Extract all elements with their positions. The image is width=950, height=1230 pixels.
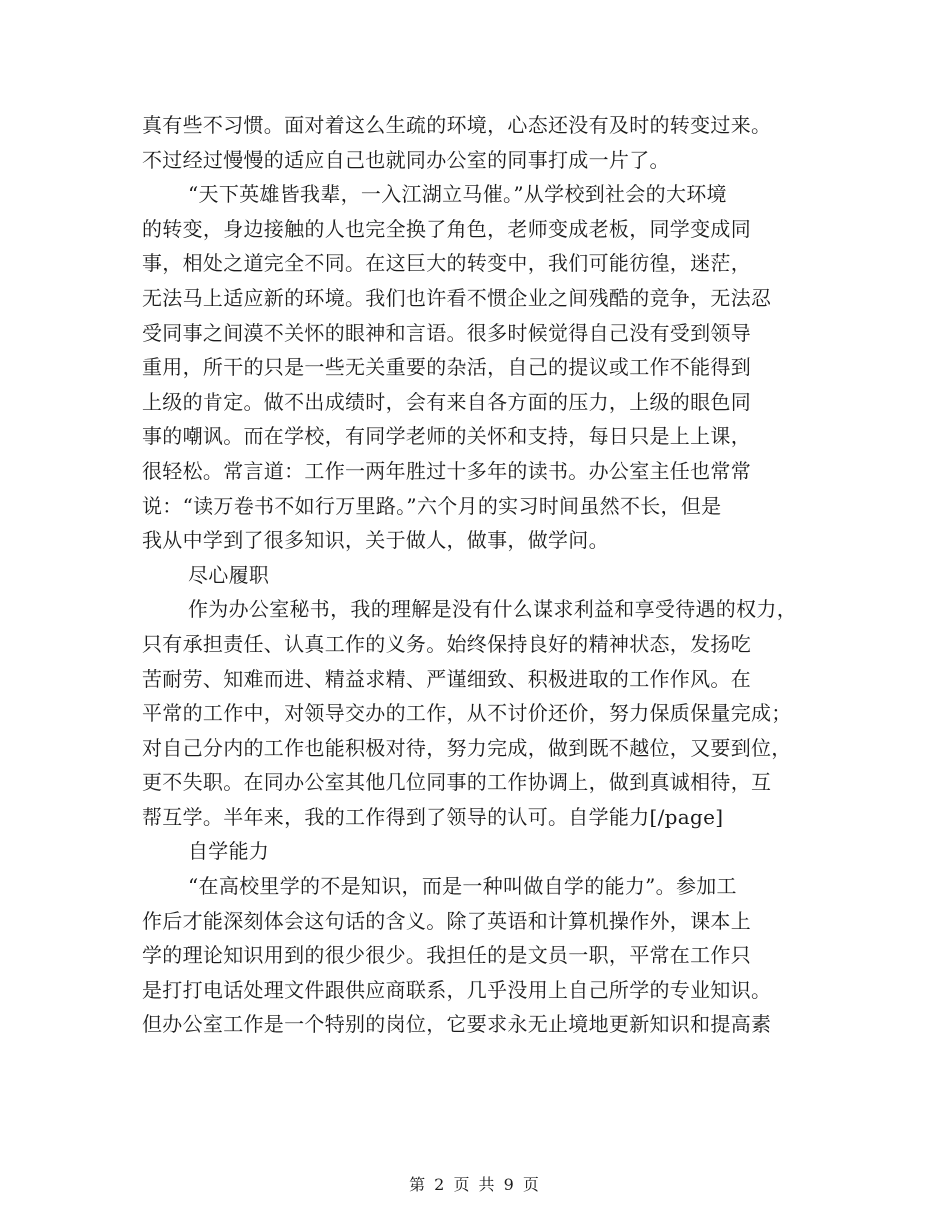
- text-line: 帮互学。半年来，我的工作得到了领导的认可。自学能力[/page]: [142, 804, 724, 829]
- text-line: 事的嘲讽。而在学校，有同学老师的关怀和支持，每日只是上上课，: [142, 424, 751, 449]
- text-line: 不过经过慢慢的适应自己也就同办公室的同事打成一片了。: [142, 147, 670, 172]
- text-line: 对自己分内的工作也能积极对待，努力完成，做到既不越位，又要到位，: [142, 735, 792, 760]
- text-line: 但办公室工作是一个特别的岗位，它要求永无止境地更新知识和提高素: [142, 1012, 772, 1037]
- text-line: 事，相处之道完全不同。在这巨大的转变中，我们可能彷徨，迷茫，: [142, 251, 751, 276]
- text-line: 上级的肯定。做不出成绩时，会有来自各方面的压力，上级的眼色同: [142, 389, 751, 414]
- text-line: 尽心履职: [188, 562, 270, 587]
- document-body: [142, 108, 822, 1042]
- text-line: 很轻松。常言道：工作一两年胜过十多年的读书。办公室主任也常常: [142, 458, 751, 483]
- text-line: 说：“读万卷书不如行万里路。”六个月的实习时间虽然不长，但是: [142, 493, 722, 518]
- text-line: 的转变，身边接触的人也完全换了角色，老师变成老板，同学变成同: [142, 216, 751, 241]
- text-line: 真有些不习惯。面对着这么生疏的环境，心态还没有及时的转变过来。: [142, 113, 772, 137]
- text-line: “在高校里学的不是知识，而是一种叫做自学的能力”。参加工: [188, 874, 737, 899]
- page-footer: 第 2 页 共 9 页: [409, 1175, 541, 1194]
- text-line: 是打打电话处理文件跟供应商联系，几乎没用上自己所学的专业知识。: [142, 977, 772, 1002]
- text-line: 无法马上适应新的环境。我们也许看不惯企业之间残酷的竞争，无法忍: [142, 285, 772, 310]
- text-line: 平常的工作中，对领导交办的工作，从不讨价还价，努力保质保量完成；: [142, 701, 792, 726]
- text-line: 重用，所干的只是一些无关重要的杂活，自己的提议或工作不能得到: [142, 355, 751, 380]
- text-line: 我从中学到了很多知识，关于做人，做事，做学问。: [142, 528, 609, 553]
- text-line: 更不失职。在同办公室其他几位同事的工作协调上，做到真诚相待，互: [142, 770, 772, 795]
- text-line: 学的理论知识用到的很少很少。我担任的是文员一职，平常在工作只: [142, 943, 751, 968]
- text-line: 受同事之间漠不关怀的眼神和言语。很多时候觉得自己没有受到领导: [142, 320, 751, 345]
- text-line: 作后才能深刻体会这句话的含义。除了英语和计算机操作外，课本上: [142, 908, 751, 933]
- text-line: 作为办公室秘书，我的理解是没有什么谋求利益和享受待遇的权力，: [188, 597, 797, 622]
- text-line: “天下英雄皆我辈，一入江湖立马催。”从学校到社会的大环境: [188, 182, 727, 207]
- text-line: 自学能力: [188, 839, 270, 864]
- text-line: 只有承担责任、认真工作的义务。始终保持良好的精神状态，发扬吃: [142, 631, 751, 656]
- text-line: 苦耐劳、知难而进、精益求精、严谨细致、积极进取的工作作风。在: [142, 666, 751, 691]
